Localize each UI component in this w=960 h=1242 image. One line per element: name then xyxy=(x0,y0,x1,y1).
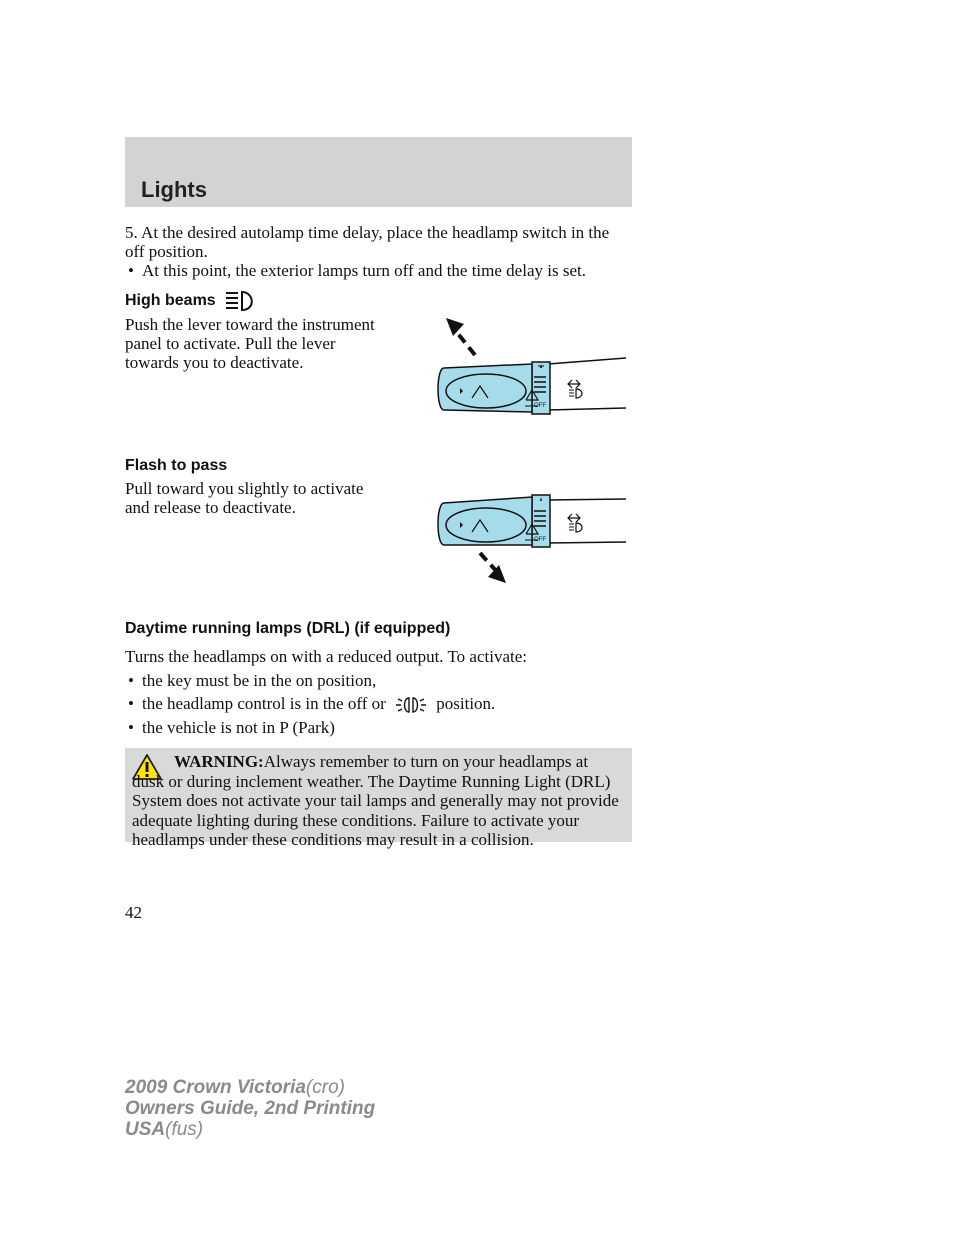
list-item: • the key must be in the on position, xyxy=(128,671,377,690)
list-item: • At this point, the exterior lamps turn off and the time delay is set. xyxy=(128,261,586,280)
flash-to-pass-text: Pull toward you slightly to activate and release to deactivate. xyxy=(125,479,364,517)
flash-to-pass-heading: Flash to pass xyxy=(125,457,228,474)
flash-to-pass-lever-figure xyxy=(430,485,630,595)
high-beams-text: Push the lever toward the instrument panel to activate. Pull the lever towards you to deactivate. xyxy=(125,315,375,372)
document-footer: 2009 Crown Victoria(cro) Owners Guide, 2nd Printing USA(fus) xyxy=(125,1077,376,1140)
arrow-forward-icon xyxy=(446,318,464,336)
section-title: Lights xyxy=(141,177,207,202)
parking-lamp-icon xyxy=(394,695,428,715)
list-item: • the headlamp control is in the off or position. xyxy=(128,694,495,715)
svg-text:OFF: OFF xyxy=(534,403,546,409)
step-5-text: 5. At the desired autolamp time delay, place the headlamp switch in the off position. xyxy=(125,223,610,261)
high-beams-heading: High beams xyxy=(125,290,258,312)
list-item: • the vehicle is not in P (Park) xyxy=(128,718,335,737)
drl-intro-text: Turns the headlamps on with a reduced output. To activate: xyxy=(125,647,528,666)
svg-text:OFF: OFF xyxy=(534,537,546,543)
high-beams-lever-figure xyxy=(430,240,630,420)
high-beam-icon xyxy=(224,290,258,312)
page-number: 42 xyxy=(125,903,142,922)
drl-heading: Daytime running lamps (DRL) (if equipped) xyxy=(125,620,451,637)
warning-text: WARNING:Always remember to turn on your headlamps at dusk or during inclement weather. The Daytime Running Light (DRL) System does not activate your tail lamps and generally may not provide adequate lighting during these conditions. Failure to activate your headlamps under these conditions may result in a collision. xyxy=(132,752,619,849)
